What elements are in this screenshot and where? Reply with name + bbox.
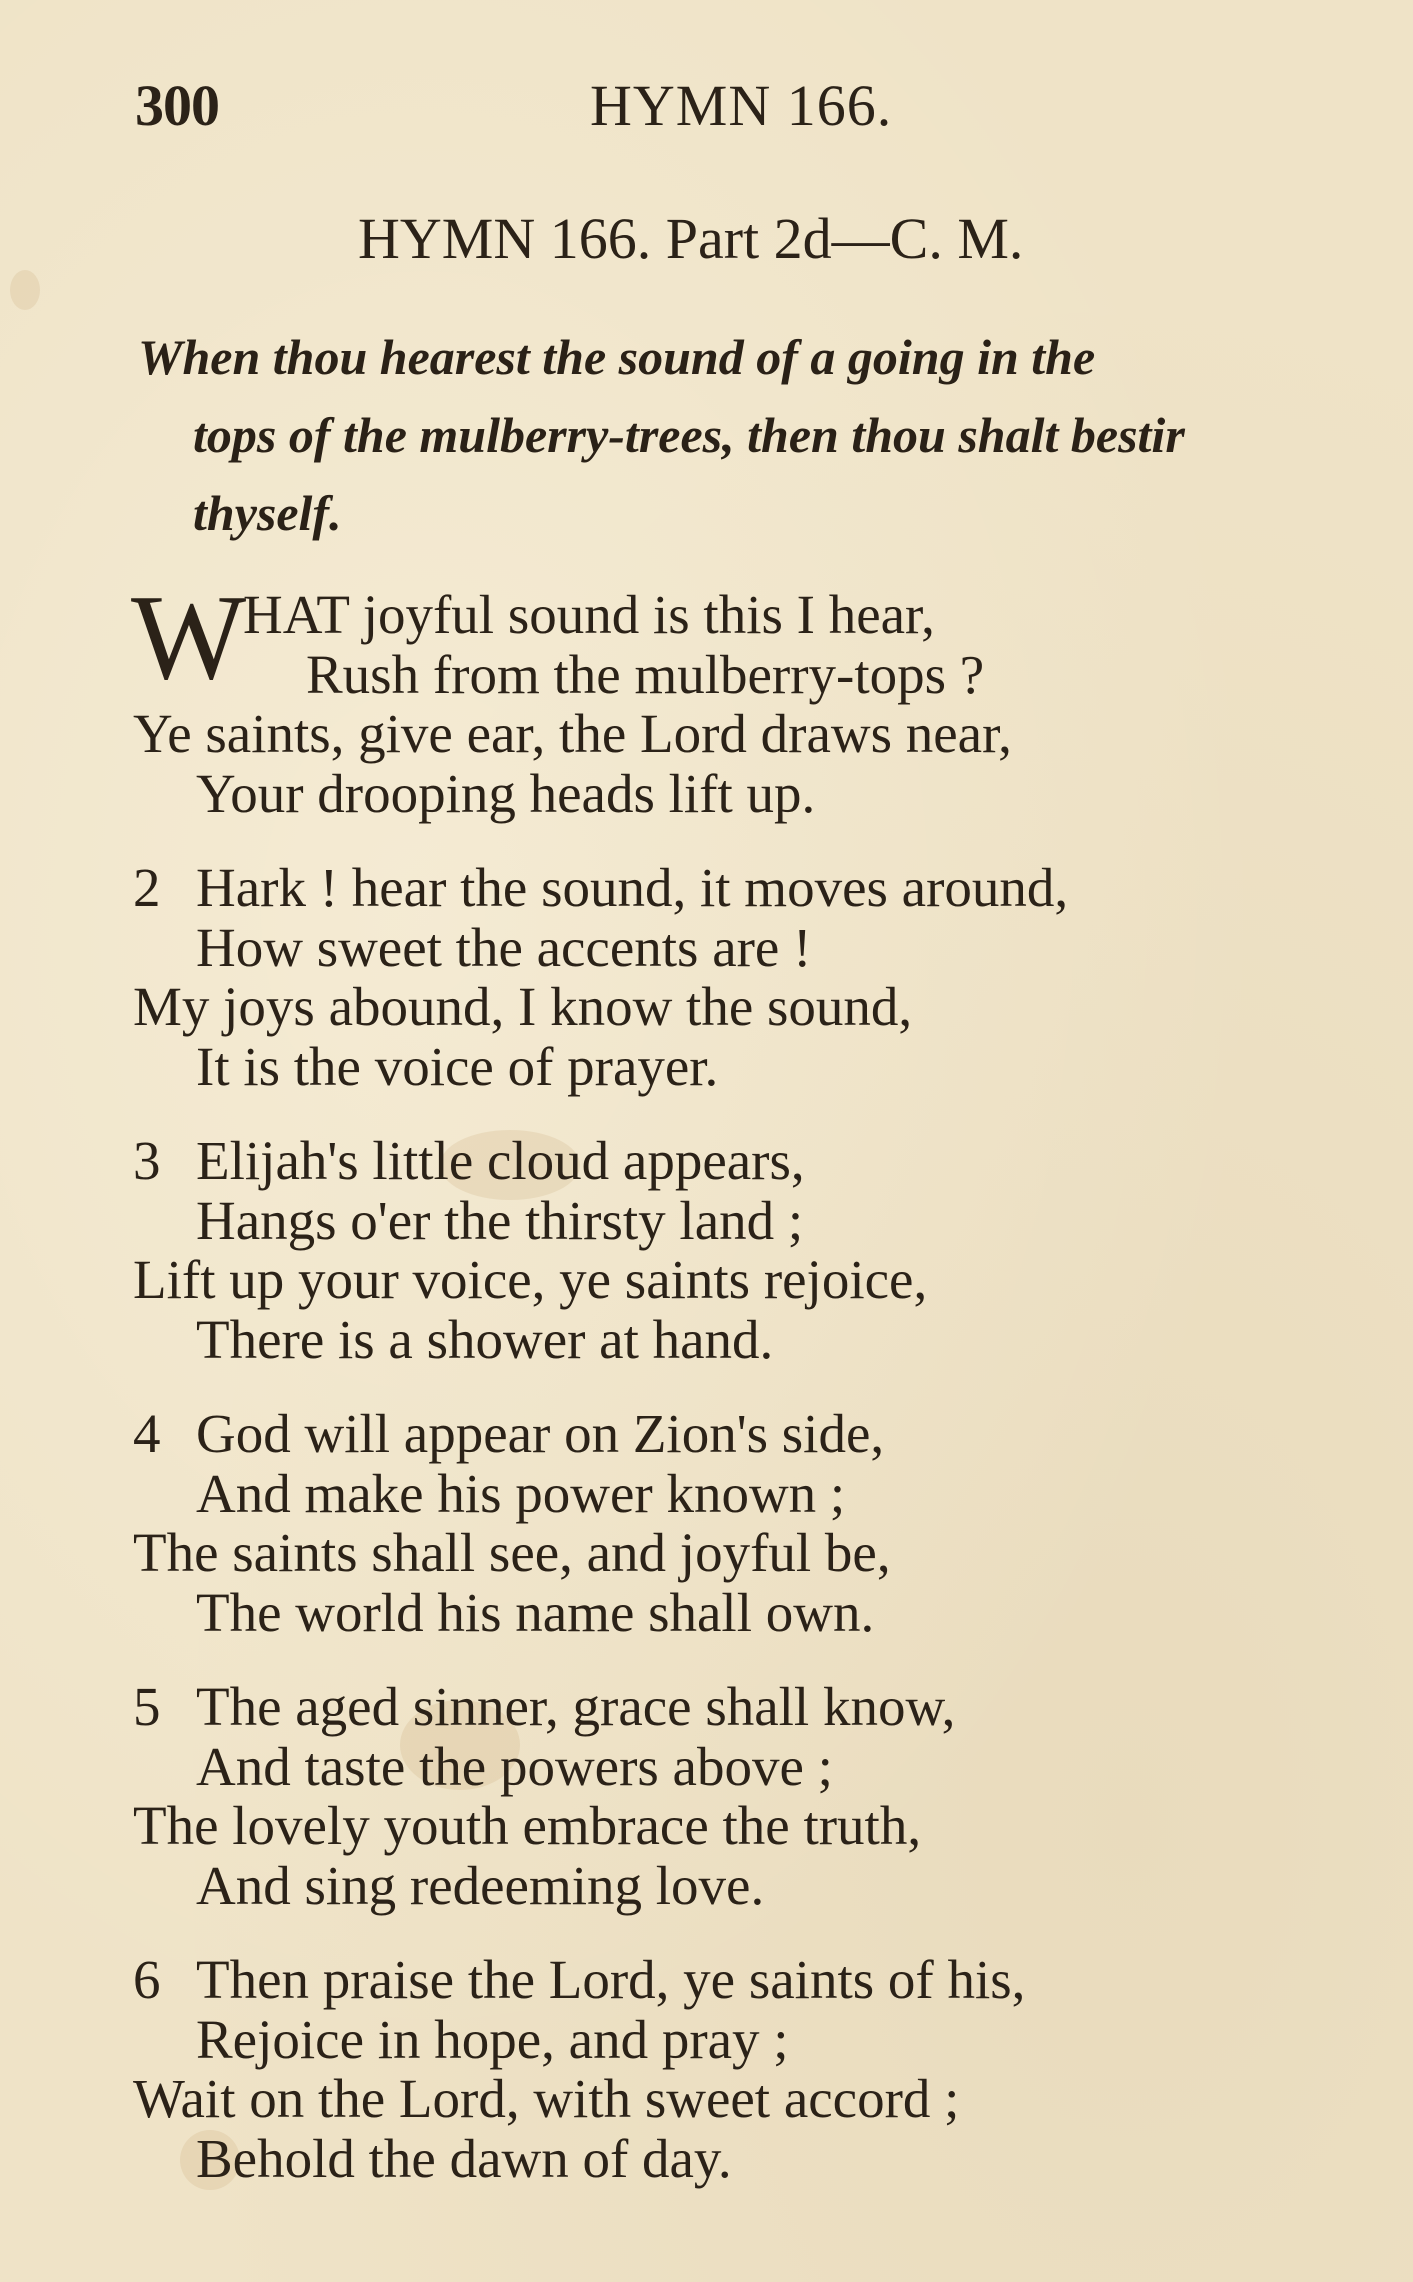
epigraph-line: tops of the mulberry-trees, then thou shalt bestir: [193, 407, 1185, 463]
verse-line: [133, 1677, 1333, 1737]
verse-line-text: Elijah's little cloud appears,: [196, 1130, 805, 1191]
verse-line: [133, 858, 1333, 918]
hymn-title: HYMN 166. Part 2d—C. M.: [358, 206, 1024, 271]
verse-line: There is a shower at hand.: [196, 1308, 774, 1370]
running-title: HYMN 166.: [590, 73, 893, 138]
verse-line-text: The aged sinner, grace shall know,: [196, 1676, 956, 1737]
verse-number: 3: [133, 1130, 161, 1191]
verse-line: The world his name shall own.: [196, 1581, 875, 1643]
verse-line: And sing redeeming love.: [196, 1854, 765, 1916]
stanza-5: [133, 1677, 1333, 1915]
verse-line: Rush from the mulberry-tops ?: [306, 643, 985, 705]
verse-line: [133, 1404, 1333, 1464]
verse-line: Behold the dawn of day.: [196, 2127, 732, 2189]
verse-line: Lift up your voice, ye saints rejoice,: [133, 1249, 928, 1310]
verse-line: Your drooping heads lift up.: [196, 762, 816, 824]
verse-line: [133, 1131, 1333, 1191]
epigraph-line: When thou hearest the sound of a going in the: [138, 329, 1096, 385]
verse-number: 5: [133, 1676, 161, 1737]
page-number: 300: [135, 73, 219, 138]
verse-line: How sweet the accents are !: [196, 916, 812, 978]
verse-line: The lovely youth embrace the truth,: [133, 1795, 922, 1856]
stanza-2: [133, 858, 1333, 1096]
verse-line: And make his power known ;: [196, 1462, 846, 1524]
verse-line: Hangs o'er the thirsty land ;: [196, 1189, 804, 1251]
verse-line: Rejoice in hope, and pray ;: [196, 2008, 789, 2070]
verse-line: Wait on the Lord, with sweet accord ;: [133, 2068, 960, 2129]
verse-line: And taste the powers above ;: [196, 1735, 833, 1797]
stanza-6: [133, 1950, 1333, 2188]
hymn-body: [131, 570, 1333, 2223]
verse-line: [133, 1950, 1333, 2010]
verse-line-text: Hark ! hear the sound, it moves around,: [196, 857, 1069, 918]
epigraph-line: thyself.: [193, 485, 342, 541]
verse-line: My joys abound, I know the sound,: [133, 976, 913, 1037]
verse-line: The saints shall see, and joyful be,: [133, 1522, 891, 1583]
stanza-3: [133, 1131, 1333, 1369]
verse-line-text: HAT joyful sound is this I hear,: [243, 584, 935, 645]
stanza-1: [131, 570, 1333, 824]
verse-line-text: God will appear on Zion's side,: [196, 1403, 885, 1464]
verse-line: Ye saints, give ear, the Lord draws near,: [133, 703, 1012, 764]
epigraph: [138, 318, 1378, 552]
verse-line: It is the voice of prayer.: [196, 1035, 719, 1097]
drop-cap: W: [131, 570, 247, 705]
stanza-4: [133, 1404, 1333, 1642]
verse-line-text: Then praise the Lord, ye saints of his,: [196, 1949, 1026, 2010]
verse-number: 2: [133, 857, 161, 918]
paper-stain: [10, 270, 40, 310]
verse-number: 6: [133, 1949, 161, 2010]
verse-number: 4: [133, 1403, 161, 1464]
page-header: [0, 72, 1413, 152]
